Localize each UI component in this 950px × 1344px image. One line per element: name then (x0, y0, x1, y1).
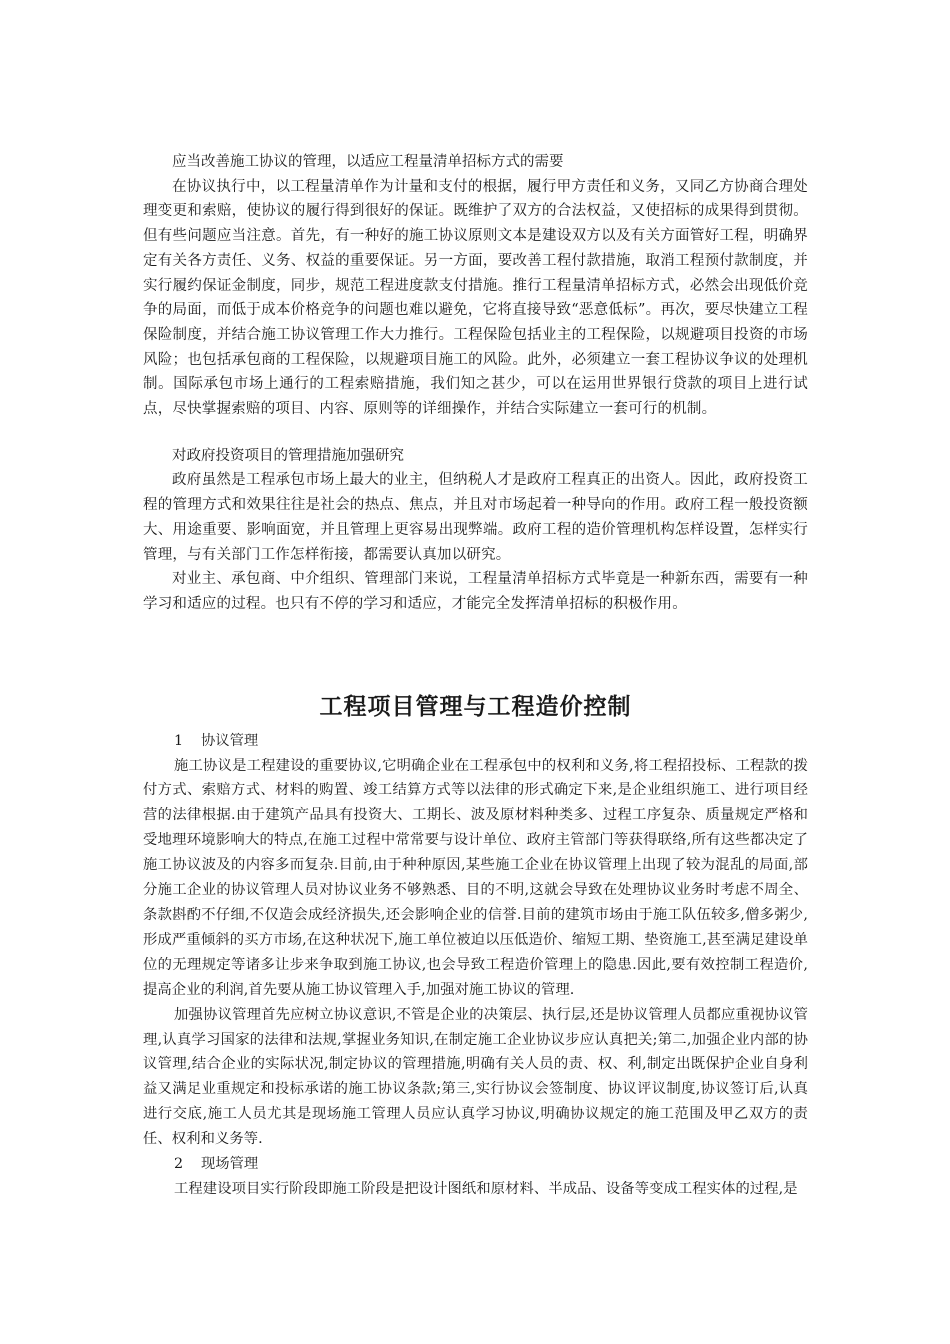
paragraph-construction-phase: 工程建设项目实行阶段即施工阶段是把设计图纸和原材料、半成品、设备等变成工程实体的过程,是 (174, 1180, 798, 1197)
paragraph-government-investment: 政府虽然是工程承包市场上最大的业主，但纳税人才是政府工程真正的出资人。因此，政府投资工程的管理方式和效果往往是社会的热点、焦点，并且对市场起着一种导向的作用。政府工程一般投资额大、用途重要、影响面宽，并且管理上更容易出现弊端。政府工程的造价管理机构怎样设置，怎样实行管理，与有关部门工作怎样衔接，都需要认真加以研究。 (143, 472, 808, 563)
section-heading-site-management (143, 1152, 808, 1177)
section-heading-contract-management (143, 729, 808, 754)
section-gap (143, 617, 808, 691)
section-label: 协议管理 (201, 732, 259, 749)
paragraph-gap (143, 422, 808, 444)
paragraph-learning-adaptation: 对业主、承包商、中介组织、管理部门来说，工程量清单招标方式毕竟是一种新东西，需要有一种学习和适应的过程。也只有不停的学习和适应，才能完全发挥清单招标的积极作用。 (143, 571, 808, 612)
paragraph-strengthen-contract: 加强协议管理首先应树立协议意识,不管是企业的决策层、执行层,还是协议管理人员都应重视协议管理,认真学习国家的法律和法规,掌握业务知识,在制定施工企业协议步应认真把关;第二,加强企业内部的协议管理,结合企业的实际状况,制定协议的管理措施,明确有关人员的责、权、利,制定出既保护企业自身利益又满足业重规定和投标承诺的施工协议条款;第三,实行协议会签制度、协议评议制度,协议签订后,认真进行交底,施工人员尤其是现场施工管理人员应认真学习协议,明确协议规定的施工范围及甲乙双方的责任、权利和义务等. (143, 1006, 808, 1148)
section-heading-contract-improvement: 应当改善施工协议的管理，以适应工程量清单招标方式的需要 (172, 154, 564, 170)
section-number: 2 (174, 1156, 184, 1173)
paragraph-contract-execution: 在协议执行中，以工程量清单作为计量和支付的根据，履行甲方责任和义务，又同乙方协商合理处理变更和索赔，使协议的履行得到很好的保证。既维护了双方的合法权益，又使招标的成果得到贯彻。但有些问题应当注意。首先，有一种好的施工协议原则文本是建设双方以及有关方面管好工程，明确界定有关各方责任、义务、权益的重要保证。另一方面，要改善工程付款措施，取消工程预付款制度，并实行履约保证金制度，同步，规范工程进度款支付措施。推行工程量清单招标方式，必然会出现低价竞争的局面，而低于成本价格竞争的问题也难以避免，它将直接导致“恶意低标”。再次，要尽快建立工程保险制度，并结合施工协议管理工作大力推行。工程保险包括业主的工程保险，以规避项目投资的市场风险；也包括承包商的工程保险，以规避项目施工的风险。此外，必须建立一套工程协议争议的处理机制。国际承包市场上通行的工程索赔措施，我们知之甚少，可以在运用世界银行贷款的项目上进行试点，尽快掌握索赔的项目、内容、原则等的详细操作，并结合实际建立一套可行的机制。 (143, 178, 808, 418)
section-number: 1 (174, 732, 184, 749)
section-label: 现场管理 (201, 1156, 259, 1173)
document-title: 工程项目管理与工程造价控制 (319, 692, 632, 720)
paragraph-construction-contract: 施工协议是工程建设的重要协议,它明确企业在工程承包中的权利和义务,将工程招投标、工程款的拨付方式、索赔方式、材料的购置、竣工结算方式等以法律的形式确定下来,是企业组织施工、进行项目经营的法律根据.由于建筑产品具有投资大、工期长、波及原材料种类多、过程工序复杂、质量规定严格和受地理环境影响大的特点,在施工过程中常常要与设计单位、政府主管部门等获得联络,所有这些都决定了施工协议波及的内容多而复杂.目前,由于种种原因,某些施工企业在协议管理上出现了较为混乱的局面,部分施工企业的协议管理人员对协议业务不够熟悉、目的不明,这就会导致在处理协议业务时考虑不周全、条款斟酌不仔细,不仅造会成经济损失,还会影响企业的信誉.目前的建筑市场由于施工队伍较多,僧多粥少,形成严重倾斜的买方市场,在这种状况下,施工单位被迫以压低造价、缩短工期、垫资施工,甚至满足建设单位的无理规定等诸多让步来争取到施工协议,也会导致工程造价管理上的隐患.因此,要有效控制工程造价,提高企业的利润,首先要从施工协议管理入手,加强对施工协议的管理. (143, 757, 808, 998)
document-page (143, 150, 808, 1202)
section-heading-government-investment: 对政府投资项目的管理措施加强研究 (172, 447, 404, 464)
